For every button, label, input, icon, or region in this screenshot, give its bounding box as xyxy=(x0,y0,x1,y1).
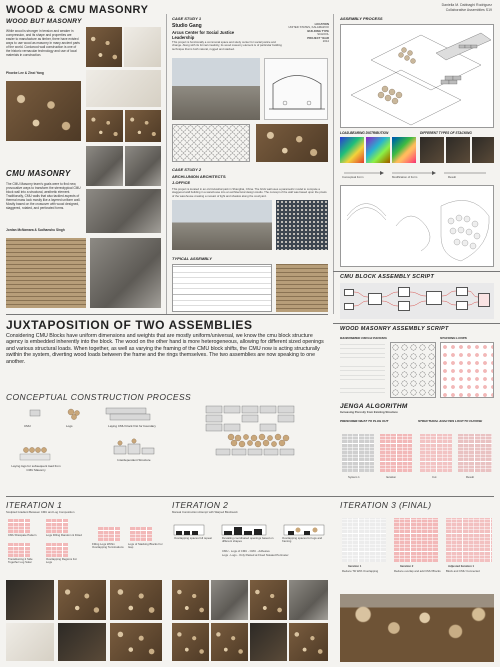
hand-sketch-photo xyxy=(86,70,161,107)
iter1-caption-5: Transitioning 2 Side Together Log Solar xyxy=(8,557,33,565)
cmu-wall-photo xyxy=(6,238,86,308)
stacking-types-label: DIFFERENT TYPES OF STACKING xyxy=(420,131,472,135)
iter2-photo-5 xyxy=(172,623,209,661)
course-name: Collaborative Assemblies S19 xyxy=(445,7,492,12)
wood-script-label: WOOD MASONRY ASSEMBLY SCRIPT xyxy=(340,326,449,332)
iter1-photo-5 xyxy=(58,623,106,661)
jenga-left-label: PRESCRIBE WHAT TO PLUG OUT xyxy=(340,419,389,423)
iter1-overlap xyxy=(98,527,120,541)
iter1-photo-3 xyxy=(110,580,162,620)
cmu-photo-1 xyxy=(86,146,123,186)
cordwood-wall-photo xyxy=(6,81,81,141)
stacking-photo-1 xyxy=(420,137,444,163)
stacking-loops-diagram xyxy=(440,342,494,398)
conceptual-heading: CONCEPTUAL CONSTRUCTION PROCESS xyxy=(6,392,192,402)
heatmap-1 xyxy=(340,137,364,163)
iter2-caption-3: Overlapping spaces for logs and framing xyxy=(282,536,323,544)
arcus-section-drawing xyxy=(264,58,328,120)
stacking-loops-label: STACKING LOOPS xyxy=(440,336,467,340)
heatmap-3 xyxy=(392,137,416,163)
conceptual-diagram xyxy=(6,404,328,492)
cmu-photo-2 xyxy=(125,146,161,186)
circle-packing-label: RANDOMIZED CIRCLE PACKING xyxy=(340,336,387,340)
iter3-note-2: Reduce overlap and add CMU Blocks xyxy=(394,569,441,573)
circle-packing-diagram xyxy=(390,342,436,398)
form-flow-svg xyxy=(340,168,494,182)
wood-but-masonry-heading: WOOD BUT MASONRY xyxy=(6,18,82,25)
jenga-system-1 xyxy=(342,434,374,472)
iter1-photo-2 xyxy=(58,580,106,620)
iter1-photo-4 xyxy=(6,623,54,661)
iter2-photo-4 xyxy=(289,580,328,620)
iter2-photo-6 xyxy=(211,623,248,661)
iter3-caption-1: Iteration 1 xyxy=(348,564,362,568)
iteration-1-heading: ITERATION 1 xyxy=(6,500,63,510)
meta-location-label: LOCATION xyxy=(314,22,329,26)
wood-credit: Phoebe Lee & Zinxi Yang xyxy=(6,71,44,75)
wood-but-masonry-body: While wood is stronger in tension and weaker in compression, and its shape and properties are easier to manufacture as timber, there have existed ways to use wood as masonry in many ancient parts of the world. Cordwood wall construction is one of the historic vernacular technology and use of local materials in construction. xyxy=(6,29,80,57)
jenga-sublabel: Increasing Porosity from Existing Structure xyxy=(340,410,398,414)
iteration-1-diagrams xyxy=(6,517,166,577)
iter2-caption-5: Logs - Logs - Only Pasted at Fixed Notated Perimeter xyxy=(222,553,289,557)
meta-year: 2014 xyxy=(322,39,329,44)
wood-script-rule xyxy=(333,323,500,324)
concept-caption-logs: Logs xyxy=(66,424,73,428)
case-study-1-project: Arcus Center for Social Justice Leadership xyxy=(172,30,235,40)
jenga-result xyxy=(458,434,492,472)
jenga-iteration xyxy=(380,434,412,472)
arcus-center-photo xyxy=(172,58,260,120)
iteration-3-heading: ITERATION 3 (FINAL) xyxy=(340,500,432,510)
cmu-perforated-photo xyxy=(86,189,161,233)
iteration-2-diagrams xyxy=(172,517,328,577)
iter1-stacking xyxy=(130,527,152,541)
cmu-script-graph xyxy=(340,283,494,319)
iter3-note-3: Block and CMU Connected xyxy=(446,569,480,573)
iter1-caption-1: CMU Dissipate Pattern xyxy=(8,533,37,537)
iteration-2-sub: Manual Construction Attempt with Warped Blockwork xyxy=(172,510,238,514)
arcus-wall-detail-photo xyxy=(256,124,328,162)
typical-assembly-label: TYPICAL ASSEMBLY xyxy=(172,256,212,261)
iter1-regions xyxy=(46,543,68,557)
form-evolution-svg xyxy=(341,186,495,268)
iter1-dissipate xyxy=(8,519,30,533)
jenga-caption-2: Iteration xyxy=(386,475,397,479)
packing-steps-text xyxy=(340,342,385,397)
iteration-3-diagrams xyxy=(340,514,494,592)
iteration-1-sub: Sculpted Gradient Between CMU and Log Composition xyxy=(6,510,75,514)
load-distribution-label: LOAD-BEARING DISTRIBUTION xyxy=(340,131,389,135)
iter1-caption-2: Logs Filling Random & Fitted xyxy=(46,533,82,537)
meta-type: SCHOOL xyxy=(317,32,329,37)
iter3-grid-2 xyxy=(394,518,438,562)
cordwood-photo-1 xyxy=(86,27,122,67)
case-study-2-name: ARCHI-UNION ARCHITECTS xyxy=(172,174,226,179)
cmu-masonry-heading: CMU MASONRY xyxy=(6,169,71,178)
author-block xyxy=(442,3,492,12)
cmu-script-rule xyxy=(333,271,500,272)
iter1-photo-6 xyxy=(110,623,162,661)
jenga-caption-1: System 1 xyxy=(348,475,360,479)
iter2-photo-2 xyxy=(211,580,248,620)
iter2-photo-8 xyxy=(289,623,328,661)
log-model-photo-1 xyxy=(86,110,123,142)
iter3-grid-3 xyxy=(446,518,492,562)
typical-assembly-drawing xyxy=(172,264,272,312)
stacking-photo-3 xyxy=(472,137,494,163)
case-study-2-label: CASE STUDY 2 xyxy=(172,167,202,172)
flow-label-conceptual: Conceptual Form xyxy=(342,175,364,179)
juxtaposition-body: Considering CMU Blocks have uniform dimensions and weights that are mostly uniform/universal, we know the cmu block structure agency is embedded inherently into the block. The wood on the other hand is more heterogeneous, allowing for different sized openings and various structural loads. When together, as well as varying the framing of the CMU block shifts, the CMU now is acting structurally swithin the system, diverting wood loads between the frame and the rings themselves. The two assemblies are now speaking to one another. xyxy=(6,333,324,365)
iter1-caption-6: Overlapping Regions For Logs xyxy=(46,557,78,565)
cmu-script-label: CMU BLOCK ASSEMBLY SCRIPT xyxy=(340,274,435,280)
concept-caption-laying-logs: Laying logs for subsequent load from CMU Masonry xyxy=(11,464,61,472)
jenga-diagrams xyxy=(340,426,494,488)
iter1-transition xyxy=(8,543,30,557)
jenga-caption-4: Result xyxy=(466,475,474,479)
flow-label-result: Result xyxy=(448,175,456,179)
concept-caption-laying-cmu: Laying CMU block first for boundary xyxy=(108,424,156,428)
case-study-1-body: This project is functionally a communal space and study center for social justice and change. Along with its formal creativity, its wood masonry element is of particular building technique that is both natural, rugged and stacked. xyxy=(172,40,282,51)
case-study-1-meta xyxy=(284,23,329,43)
jenga-cut xyxy=(420,434,452,472)
form-flow xyxy=(340,168,494,182)
jenga-label: JENGA ALGORITHM xyxy=(340,403,408,410)
cordwood-sketch xyxy=(124,27,161,67)
meta-type-label: BUILDING TYPE xyxy=(307,28,329,33)
flow-label-modification: Modification of Form xyxy=(392,175,418,179)
j-office-photo xyxy=(172,200,272,250)
iter3-note-1: Reduce Tilt With Overlapping xyxy=(342,569,379,573)
form-evolution-diagram xyxy=(340,185,494,267)
iter2-photo-3 xyxy=(250,580,287,620)
assembly-process-diagram xyxy=(340,24,494,128)
iter3-caption-2: Iteration 2 xyxy=(400,564,414,568)
conceptual-svg xyxy=(6,404,328,492)
case-study-2-project: J-OFFICE xyxy=(172,180,191,185)
iter3-grid-1 xyxy=(342,518,386,562)
column-divider-1 xyxy=(166,14,167,314)
iter2-caption-1: Overlapping spaces full repeat xyxy=(174,536,212,540)
concept-caption-interdependent: Interdependent Structure xyxy=(117,458,151,462)
iter1-caption-3: Filling Logs Within Overlapping Terminations xyxy=(92,542,124,550)
assembly-process-label: ASSEMBLY PROCESS xyxy=(340,16,383,21)
jenga-caption-3: Cut xyxy=(432,475,437,479)
j-office-facade-photo xyxy=(276,200,328,250)
concept-caption-cmu: CMU xyxy=(24,424,31,428)
section-sketch-svg xyxy=(265,59,329,121)
log-model-photo-2 xyxy=(125,110,161,142)
iterations-rule xyxy=(6,496,494,497)
juxtaposition-rule xyxy=(6,314,328,315)
iter2-caption-2: Deviating coordinated openings based on different shapes xyxy=(222,536,274,544)
case-study-2-body: This project is located in an old industrial park in Shanghai, China. The brick wall uses a parametric model to compute a staggered wall building in a warehouse into an architectural design studio. The concept of the wall was based upon the pixels of the warehouse creating a mosaic of light and shadow along the courtyard. xyxy=(172,187,327,198)
iter2-photo-7 xyxy=(250,623,287,661)
assembly-isometric-svg xyxy=(341,25,495,129)
case-study-1-name: Studio Gang xyxy=(172,23,202,29)
iter2-caption-4: CMU - Logs of CMU - CMU - Adhesive xyxy=(222,549,270,553)
heatmap-2 xyxy=(366,137,390,163)
juxtaposition-heading: JUXTAPOSITION OF TWO ASSEMBLIES xyxy=(6,318,253,332)
typical-assembly-photo xyxy=(276,264,328,312)
cordwood-pattern-drawing xyxy=(172,124,250,162)
column-divider-2 xyxy=(333,14,334,314)
meta-year-label: PROJECT YEAR xyxy=(307,35,329,40)
meta-location: UNITED STATES, KALAMAZOO xyxy=(288,25,329,30)
iter1-logs-fill xyxy=(46,519,68,533)
final-wall-photo xyxy=(340,594,494,662)
iter2-photo-1 xyxy=(172,580,209,620)
cmu-masonry-body: The CMU Masonry team's goals were to find new, provocative ways to transform the stereotypical CMU block wall into a structural, aesthetic element. Traditionally, CMU walls that also tackled aspects of thermal mass look mostly like a layered uniform wall. Mostly based on the crossover with wood designed, staggered, rotated, and perforated forms. xyxy=(6,182,81,210)
iteration-2-heading: ITERATION 2 xyxy=(172,500,229,510)
author-name: Daniella M. Dabbaghi Rodriguez xyxy=(441,3,492,7)
script-wires-svg xyxy=(340,283,494,319)
stacking-photo-2 xyxy=(446,137,470,163)
cmu-model-photo xyxy=(90,238,161,308)
cmu-credit: Jordan McNamara & Sudhanshu Singh xyxy=(6,228,65,232)
case-study-1-label: CASE STUDY 1 xyxy=(172,16,202,21)
jenga-right-label: STRUCTURAL ANALYSIS LOOP TO CHOOSE xyxy=(418,419,483,423)
poster-title: WOOD & CMU MASONRY xyxy=(6,4,149,16)
iter1-photo-1 xyxy=(6,580,54,620)
iter1-caption-4: Logs of Stacking Blocks For Gap xyxy=(128,542,163,550)
iter3-caption-3: Adjusted Iteration 1 xyxy=(448,564,475,568)
